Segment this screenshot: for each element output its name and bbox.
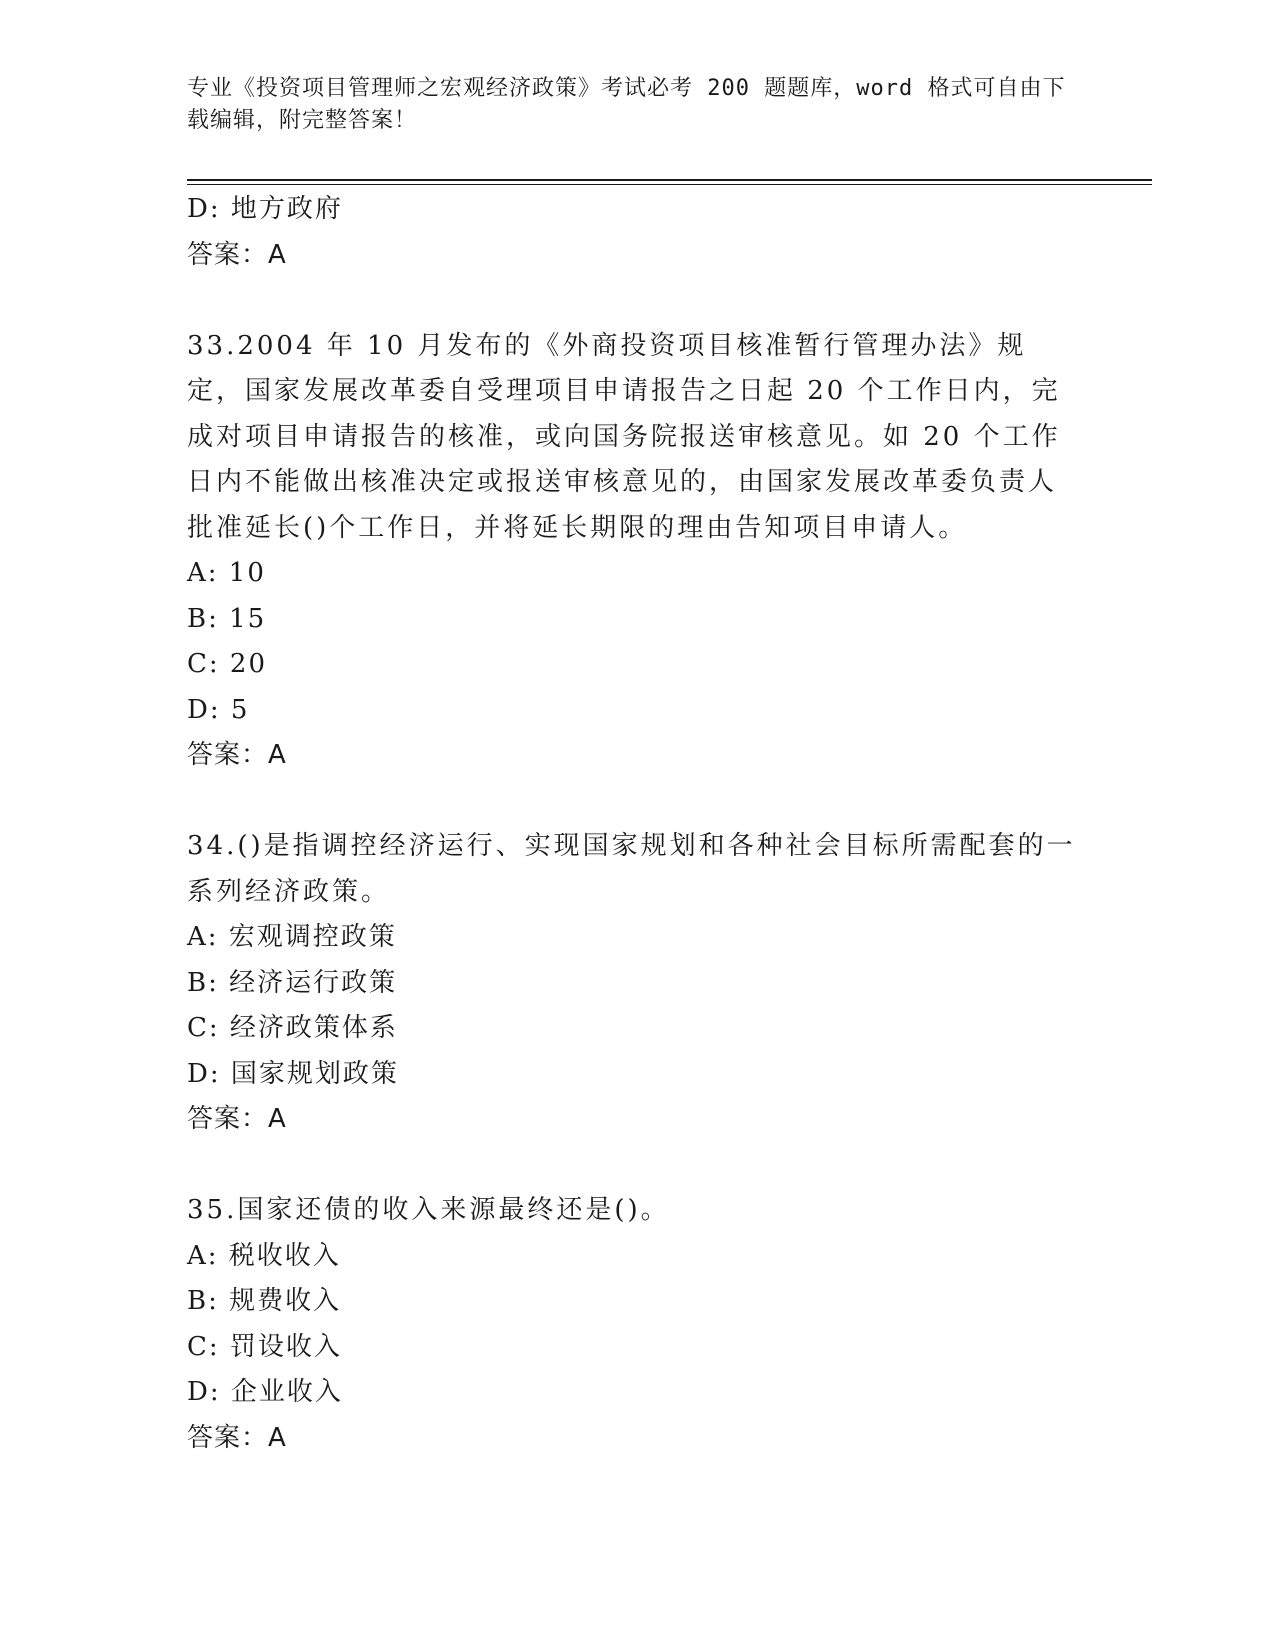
option-d: D: 企业收入 (187, 1377, 343, 1407)
header-rule-thin (187, 184, 1152, 185)
question-stem: 34.()是指调控经济运行、实现国家规划和各种社会目标所需配套的一系列经济政策。 (187, 831, 1076, 907)
question-35 (187, 1188, 1077, 1461)
spacer (187, 278, 1077, 324)
spacer (187, 1143, 1077, 1189)
document-header: 专业《投资项目管理师之宏观经济政策》考试必考 200 题题库，word 格式可自由下载编辑，附完整答案！ (187, 76, 1066, 133)
option-c: C: 经济政策体系 (187, 1013, 398, 1043)
option-b: B: 经济运行政策 (187, 967, 398, 998)
question-34 (187, 824, 1077, 1143)
option-a: A: 10 (187, 558, 266, 588)
answer: 答案：A (187, 740, 287, 770)
option-a: A: 税收收入 (187, 1240, 341, 1271)
question-stem: 35.国家还债的收入来源最终还是()。 (187, 1195, 670, 1225)
prev-answer: 答案：A (187, 239, 287, 270)
option-c: C: 罚设收入 (187, 1331, 342, 1362)
option-b: B: 规费收入 (187, 1286, 342, 1316)
header-rule-thick (187, 179, 1152, 181)
option-b: B: 15 (187, 603, 267, 634)
question-content (187, 187, 1077, 1461)
question-stem: 33.2004 年 10 月发布的《外商投资项目核准暂行管理办法》规定，国家发展改革委自受理项目申请报告之日起 20 个工作日内，完成对项目申请报告的核准，或向国务院报送审核意见。如 20 个工作日内不能做出核准决定或报送审核意见的，由国家发展改革委负责人批准延长()个工作日，并将延长期限的理由告知项目申请人。 (187, 330, 1061, 543)
option-d: D: 5 (187, 694, 250, 725)
answer: 答案：A (187, 1422, 287, 1453)
option-d: D: 国家规划政策 (187, 1058, 399, 1089)
option-a: A: 宏观调控政策 (187, 922, 397, 952)
question-33 (187, 324, 1077, 779)
option-c: C: 20 (187, 649, 268, 679)
spacer (187, 779, 1077, 825)
prev-option-d: D: 地方政府 (187, 194, 343, 224)
answer: 答案：A (187, 1104, 287, 1134)
